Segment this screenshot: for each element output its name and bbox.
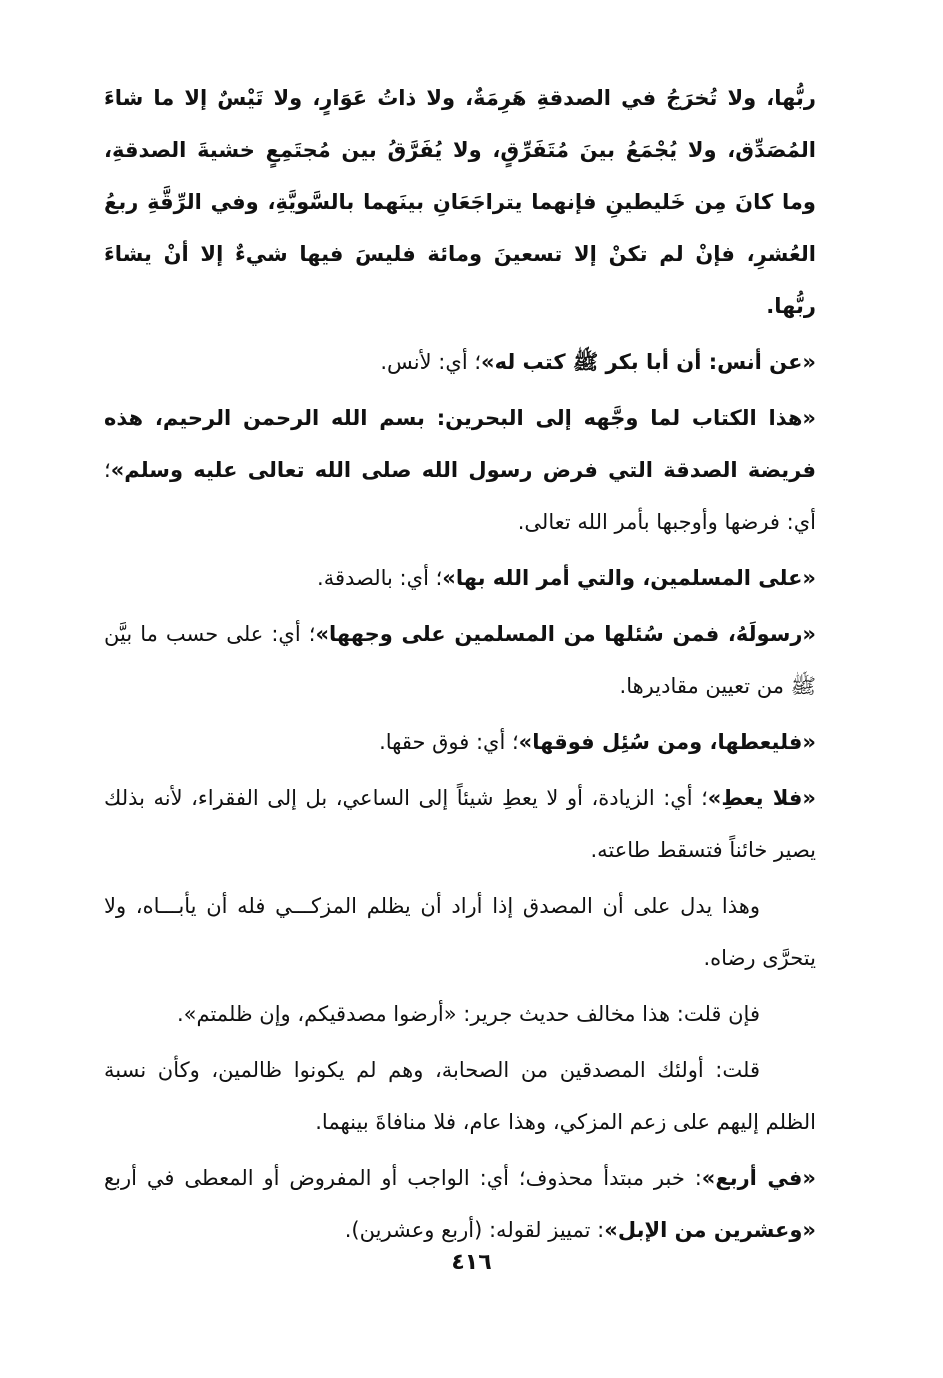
paragraph-7 [104,772,816,876]
paragraph-3-quote: «هذا الكتاب لما وجَّهه إلى البحرين: بسم الله الرحمن الرحيم، هذه فريضة الصدقة التي فرض رسول الله صلى الله تعالى عليه وسلم» [104,406,816,482]
paragraph-11-quote-1: «في أربع» [701,1166,816,1190]
paragraph-9 [104,988,816,1040]
paragraph-6-quote: «فليعطها، ومن سُئِل فوقها» [518,730,816,754]
paragraph-11-commentary-1: : خبر مبتدأ محذوف؛ أي: الواجب أو المفروض أو المعطى في أربع [104,1166,702,1190]
paragraph-11 [104,1152,816,1256]
paragraph-7-quote: «فلا يعطِ» [707,786,816,810]
paragraph-2-quote: «عن أنس: أن أبا بكر ﷺ كتب له» [481,350,816,374]
page-number: ٤١٦ [451,1250,492,1275]
paragraph-10-text: قلت: أولئك المصدقين من الصحابة، وهم لم يكونوا ظالمين، وكأن نسبة الظلم إليهم على زعم المزكي، وهذا عام، فلا منافاةَ بينهما. [104,1058,816,1134]
paragraph-9-text: فإن قلت: هذا مخالف حديث جرير: «أرضوا مصدقيكم، وإن ظلمتم». [176,1002,760,1026]
paragraph-6 [104,716,816,768]
paragraph-5 [104,608,816,712]
paragraph-4-quote: «على المسلمين، والتي أمر الله بها» [442,566,816,590]
paragraph-11-commentary-2: : تمييز لقوله: (أربع وعشرين). [344,1218,605,1242]
paragraph-6-commentary: ؛ أي: فوق حقها. [379,730,519,754]
paragraph-4-commentary: ؛ أي: بالصدقة. [317,566,443,590]
paragraph-1 [104,72,816,332]
paragraph-3-commentary: ؛ أي: فرضها وأوجبها بأمر الله تعالى. [104,458,816,534]
paragraph-2-commentary: ؛ أي: لأنس. [380,350,482,374]
paragraph-4 [104,552,816,604]
paragraph-8-text: وهذا يدل على أن المصدق إذا أراد أن يظلم المزكـــي فله أن يأبـــاه، ولا يتحرَّى رضاه. [104,894,816,970]
paragraph-3 [104,392,816,548]
paragraph-5-quote: «رسولَهُ، فمن سُئلها من المسلمين على وجهها» [315,622,816,646]
page-text-body [104,72,816,1256]
paragraph-7-commentary: ؛ أي: الزيادة، أو لا يعطِ شيئاً إلى الساعي، بل إلى الفقراء، لأنه بذلك يصير خائناً فتسقط طاعته. [104,786,816,862]
paragraph-2 [104,336,816,388]
paragraph-5-commentary: ؛ أي: على حسب ما بيَّن ﷺ من تعيين مقاديرها. [104,622,816,698]
paragraph-1-text: ربُّها، ولا تُخرَجُ في الصدقةِ هَرِمَةٌ، ولا ذاتُ عَوَارٍ، ولا تَيْسٌ إلا ما شاءَ المُصَدِّق، ولا يُجْمَعُ بينَ مُتَفَرِّقٍ، ولا يُفَرَّقُ بين مُجتَمِعٍ خشيةَ الصدقةِ، وما كانَ مِن خَليطينِ فإنهما يتراجَعَانِ بينَهما بالسَّويَّةِ، وفي الرِّقَّةِ ربعُ العُشرِ، فإنْ لم تكنْ إلا تسعينَ ومائة فليسَ فيها شيءٌ إلا أنْ يشاءَ ربُّها. [104,86,816,318]
paragraph-10 [104,1044,816,1148]
paragraph-11-quote-2: «وعشرين من الإبل» [604,1218,816,1242]
paragraph-8 [104,880,816,984]
